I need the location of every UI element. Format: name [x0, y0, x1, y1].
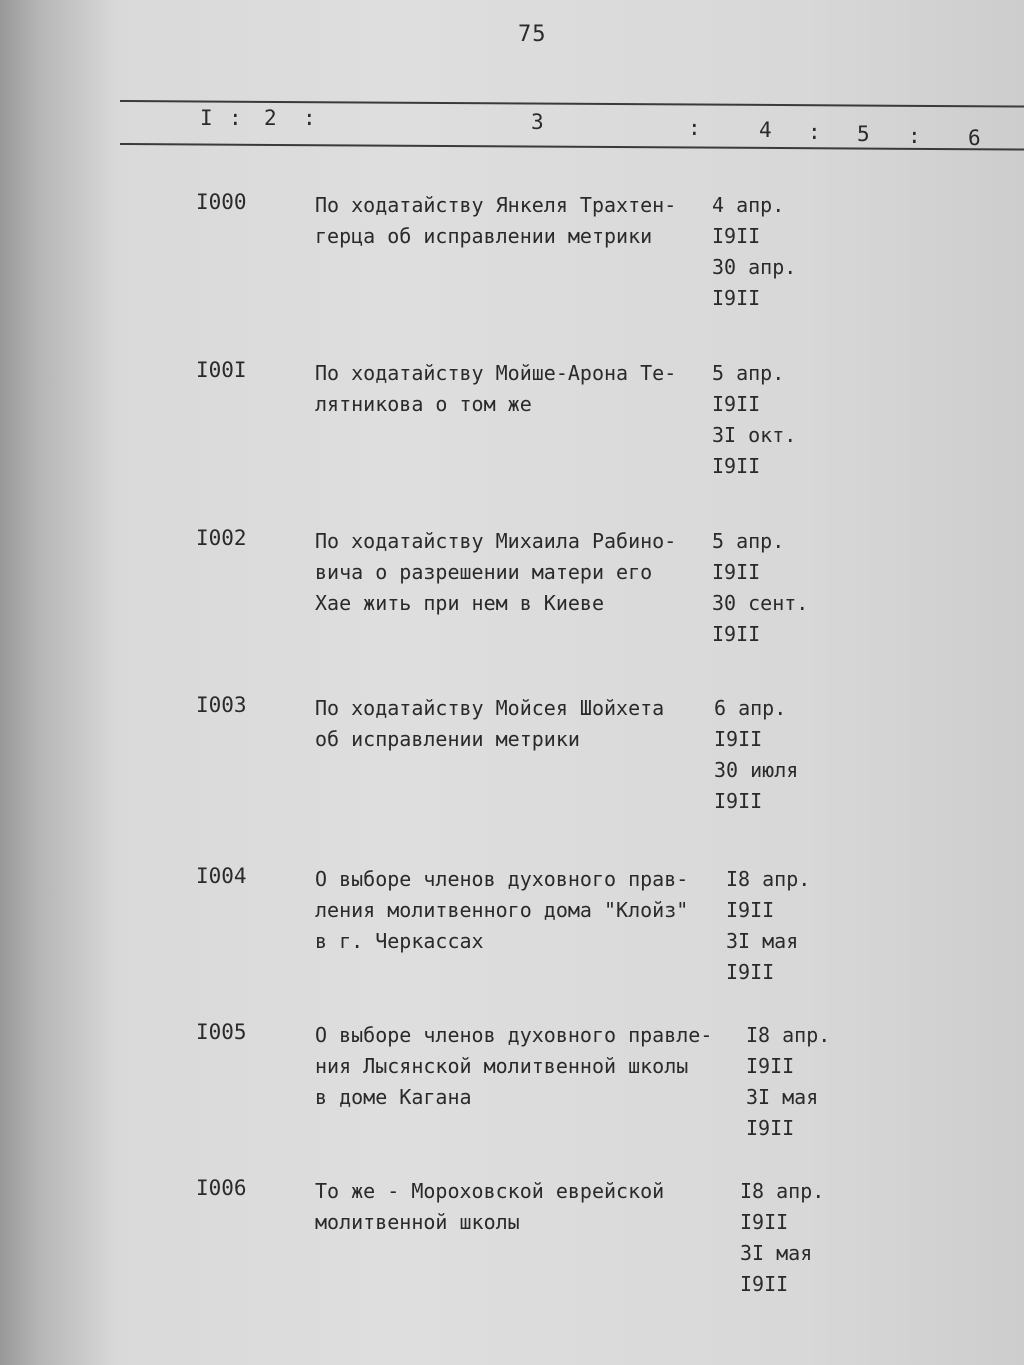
start-date: 6 апр.	[714, 696, 787, 720]
end-year: I9II	[726, 960, 775, 984]
start-date: I8 апр.	[726, 867, 811, 891]
table-row	[0, 693, 1024, 843]
title-line: По ходатайству Мойше-Арона Те-	[315, 361, 677, 385]
title-line: По ходатайству Мойсея Шойхета	[315, 696, 665, 720]
record-dates	[712, 526, 808, 650]
column-header-6: 6	[968, 126, 981, 150]
start-date: I8 апр.	[746, 1023, 831, 1047]
title-line: в доме Кагана	[315, 1085, 472, 1109]
column-separator: :	[808, 120, 821, 144]
record-title	[315, 1020, 712, 1113]
end-date: 3I мая	[746, 1085, 819, 1109]
record-title	[315, 526, 676, 619]
title-line: лятникова о том же	[315, 392, 532, 416]
end-date: 3I мая	[726, 929, 799, 953]
end-year: I9II	[740, 1272, 789, 1296]
start-date: 4 апр.	[712, 193, 785, 217]
record-title	[315, 864, 688, 957]
title-line: об исправлении метрики	[315, 727, 580, 751]
start-year: I9II	[714, 727, 763, 751]
record-title	[315, 358, 676, 420]
start-year: I9II	[712, 560, 761, 584]
record-dates	[746, 1020, 830, 1144]
end-year: I9II	[712, 622, 761, 646]
title-line: в г. Черкассах	[315, 929, 484, 953]
record-number: I000	[196, 190, 247, 214]
title-line: ления молитвенного дома "Клойз"	[315, 898, 689, 922]
end-year: I9II	[712, 454, 761, 478]
column-separator: :	[908, 124, 921, 148]
end-date: 3I мая	[740, 1241, 813, 1265]
column-header-4: 4	[759, 118, 772, 142]
record-dates	[740, 1176, 824, 1300]
record-dates	[726, 864, 810, 988]
record-number: I004	[196, 864, 247, 888]
column-separator: :	[229, 106, 242, 130]
start-date: 5 апр.	[712, 529, 785, 553]
end-date: 30 сент.	[712, 591, 809, 615]
record-title	[315, 1176, 664, 1238]
title-line: По ходатайству Янкеля Трахтен-	[315, 193, 677, 217]
title-line: О выборе членов духовного правле-	[315, 1023, 713, 1047]
table-row	[0, 1020, 1024, 1170]
title-line: То же - Мороховской еврейской	[315, 1179, 665, 1203]
record-number: I002	[196, 526, 247, 550]
column-header-5: 5	[857, 122, 870, 146]
record-dates	[714, 693, 798, 817]
table-row	[0, 1176, 1024, 1326]
start-year: I9II	[712, 392, 761, 416]
column-header-3: 3	[531, 110, 544, 134]
table-row	[0, 190, 1024, 340]
record-number: I006	[196, 1176, 247, 1200]
end-date: 30 июля	[714, 758, 799, 782]
record-number: I00I	[196, 358, 247, 382]
column-header-1: I	[200, 106, 213, 130]
title-line: молитвенной школы	[315, 1210, 520, 1234]
title-line: О выборе членов духовного прав-	[315, 867, 689, 891]
table-row	[0, 864, 1024, 1014]
start-year: I9II	[726, 898, 775, 922]
title-line: ния Лысянской молитвенной школы	[315, 1054, 689, 1078]
column-header-2: 2	[264, 106, 277, 130]
start-year: I9II	[712, 224, 761, 248]
column-separator: :	[688, 116, 701, 140]
start-date: I8 апр.	[740, 1179, 825, 1203]
column-separator: :	[303, 106, 316, 130]
record-number: I005	[196, 1020, 247, 1044]
title-line: По ходатайству Михаила Рабино-	[315, 529, 677, 553]
record-number: I003	[196, 693, 247, 717]
title-line: герца об исправлении метрики	[315, 224, 653, 248]
page-number: 75	[518, 22, 547, 47]
record-title	[315, 693, 664, 755]
table-row	[0, 526, 1024, 676]
start-year: I9II	[746, 1054, 795, 1078]
end-date: 3I окт.	[712, 423, 797, 447]
record-dates	[712, 190, 796, 314]
start-date: 5 апр.	[712, 361, 785, 385]
end-year: I9II	[714, 789, 763, 813]
record-title	[315, 190, 676, 252]
title-line: Хае жить при нем в Киеве	[315, 591, 604, 615]
end-year: I9II	[746, 1116, 795, 1140]
end-date: 30 апр.	[712, 255, 797, 279]
end-year: I9II	[712, 286, 761, 310]
table-row	[0, 358, 1024, 508]
header-rule-top	[120, 100, 1024, 108]
header-rule-bottom	[120, 143, 1024, 151]
title-line: вича о разрешении матери его	[315, 560, 653, 584]
record-dates	[712, 358, 796, 482]
start-year: I9II	[740, 1210, 789, 1234]
